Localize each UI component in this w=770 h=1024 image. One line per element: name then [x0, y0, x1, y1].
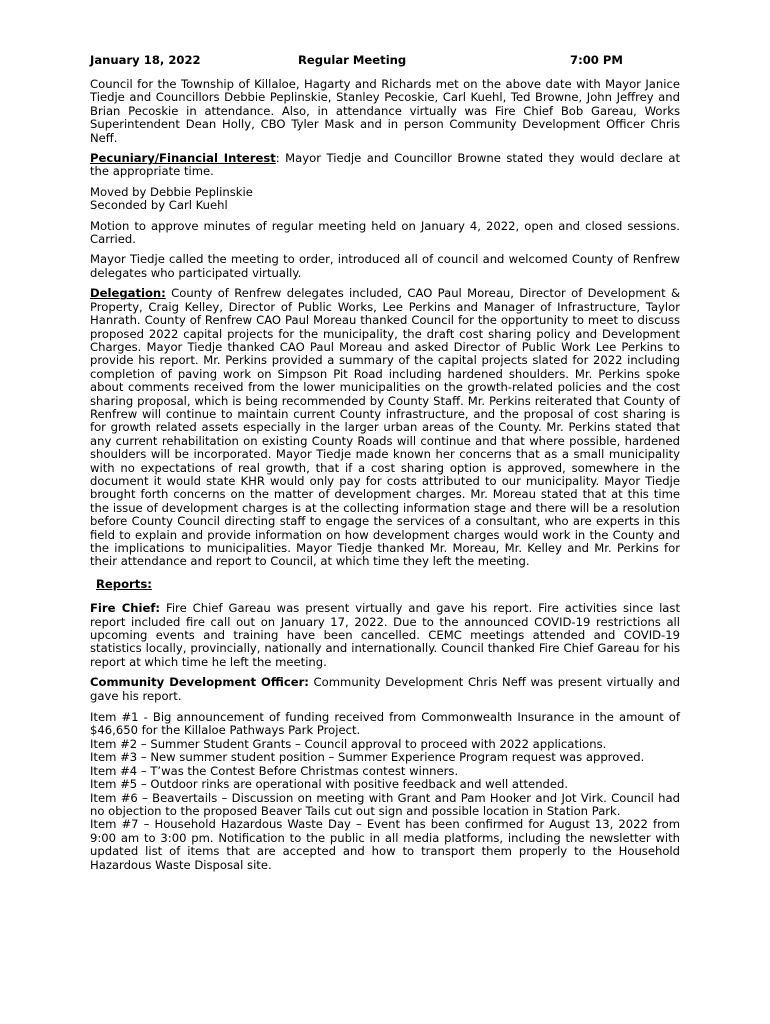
list-item: Item #4 – T’was the Contest Before Christmas contest winners.: [90, 763, 459, 778]
list-item: Item #2 – Summer Student Grants – Council approval to proceed with 2022 applications.: [90, 736, 607, 751]
call-to-order-paragraph: Mayor Tiedje called the meeting to order, introduced all of council and welcomed County of Renfrew delegates who participated virtually.: [90, 252, 680, 280]
delegation-text: County of Renfrew delegates included, CAO Paul Moreau, Director of Development & Property, Craig Kelley, Director of Public Works, Lee Perkins and Manager of Infrastructure, Taylor Hanrath. County of Renfrew CAO Paul Moreau thanked Council for the opportunity to meet to discuss proposed 2022 capital projects for the municipality, the draft cost sharing policy and Development Charges. Mayor Tiedje thanked CAO Paul Moreau and asked Director of Public Work Lee Perkins to provide his report. Mr. Perkins provided a summary of the capital projects slated for 2022 including completion of paving work on Simpson Pit Road including hardened shoulders. Mr. Perkins spoke about comments received from the lower municipalities on the growth-related policies and the cost sharing proposal, which is being recommended by County Staff. Mr. Perkins reiterated that County of Renfrew will continue to maintain current County infrastructure, and the proposal of cost sharing is for growth related assets especially in the larger urban areas of the County. Mr. Perkins stated that any current rehabilitation on existing County Roads will continue and that where possible, hardened shoulders will be incorporated. Mayor Tiedje made known her concerns that as a small municipality with no expectations of real growth, that if a cost sharing option is approved, somewhere in the document it would state KHR would only pay for costs attributed to our municipality. Mayor Tiedje brought forth concerns on the matter of development charges. Mr. Moreau stated that at this time the issue of development charges is at the collecting information stage and there will be a resolution before County Council directing staff to engage the services of a consultant, who are experts in this field to explain and provide information on how development charges would work in the County and the implications to municipalities. Mayor Tiedje thanked Mr. Moreau, Mr. Kelley and Mr. Perkins for their attendance and report to Council, at which time they left the meeting.: [90, 286, 680, 569]
meeting-header: [90, 52, 680, 68]
meeting-date: January 18, 2022: [90, 53, 201, 67]
list-item: Item #7 – Household Hazardous Waste Day – Event has been confirmed for August 13, 2022 from 9:00 am to 3:00 pm. Notification to the public in all media platforms, including the newsletter with updated list of items that are accepted and how to transport them properly to the Household Hazardous Waste Disposal site.: [90, 817, 680, 872]
motion-movers: [90, 186, 680, 213]
reports-heading: Reports:: [96, 576, 152, 591]
delegation-label: Delegation:: [90, 286, 166, 301]
cdo-paragraph: [90, 676, 680, 703]
seconded-by: Seconded by Carl Kuehl: [90, 198, 228, 213]
meeting-type: Regular Meeting: [298, 53, 407, 67]
fire-chief-paragraph: [90, 602, 680, 669]
list-item: Item #6 – Beavertails – Discussion on meeting with Grant and Pam Hooker and Jot Virk. Council had no objection to the proposed Beaver Tails cut out sign and possible location in Station Park.: [90, 790, 680, 818]
pecuniary-label: Pecuniary/Financial Interest: [90, 151, 276, 166]
moved-by: Moved by Debbie Peplinskie: [90, 184, 253, 199]
attendance-paragraph: Council for the Township of Killaloe, Hagarty and Richards met on the above date with Mayor Janice Tiedje and Councillors Debbie Peplinskie, Stanley Pecoskie, Carl Kuehl, Ted Browne, John Jeffrey and Brian Pecoskie in attendance. Also, in attendance virtually was Fire Chief Bob Gareau, Works Superintendent Dean Holly, CBO Tyler Mask and in person Community Development Officer Chris Neff.: [90, 77, 680, 145]
fire-chief-label: Fire Chief:: [90, 601, 161, 616]
list-item: Item #5 – Outdoor rinks are operational with positive feedback and well attended.: [90, 777, 569, 792]
cdo-text: Community Development Chris Neff was present virtually and gave his report.: [90, 675, 680, 703]
fire-chief-text: Fire Chief Gareau was present virtually and gave his report. Fire activities since last report included fire call out on January 17, 2022. Due to the announced COVID-19 restrictions all upcoming events and training have been cancelled. CEMC meetings attended and COVID-19 statistics locally, provincially, nationally and internationally. Council thanked Fire Chief Gareau for his report at which time he left the meeting.: [90, 601, 680, 669]
meeting-time: 7:00 PM: [570, 53, 623, 67]
delegation-paragraph: [90, 287, 680, 569]
pecuniary-text: : Mayor Tiedje and Councillor Browne stated they would declare at the appropriate time.: [90, 151, 680, 179]
motion-paragraph: Motion to approve minutes of regular meeting held on January 4, 2022, open and closed sessions. Carried.: [90, 218, 680, 247]
cdo-items-list: [90, 711, 680, 872]
list-item: Item #3 – New summer student position – Summer Experience Program request was approved.: [90, 750, 645, 765]
pecuniary-paragraph: [90, 152, 680, 179]
list-item: Item #1 - Big announcement of funding received from Commonwealth Insurance in the amount of $46,650 for the Killaloe Pathways Park Project.: [90, 710, 680, 738]
cdo-label: Community Development Officer:: [90, 675, 309, 690]
